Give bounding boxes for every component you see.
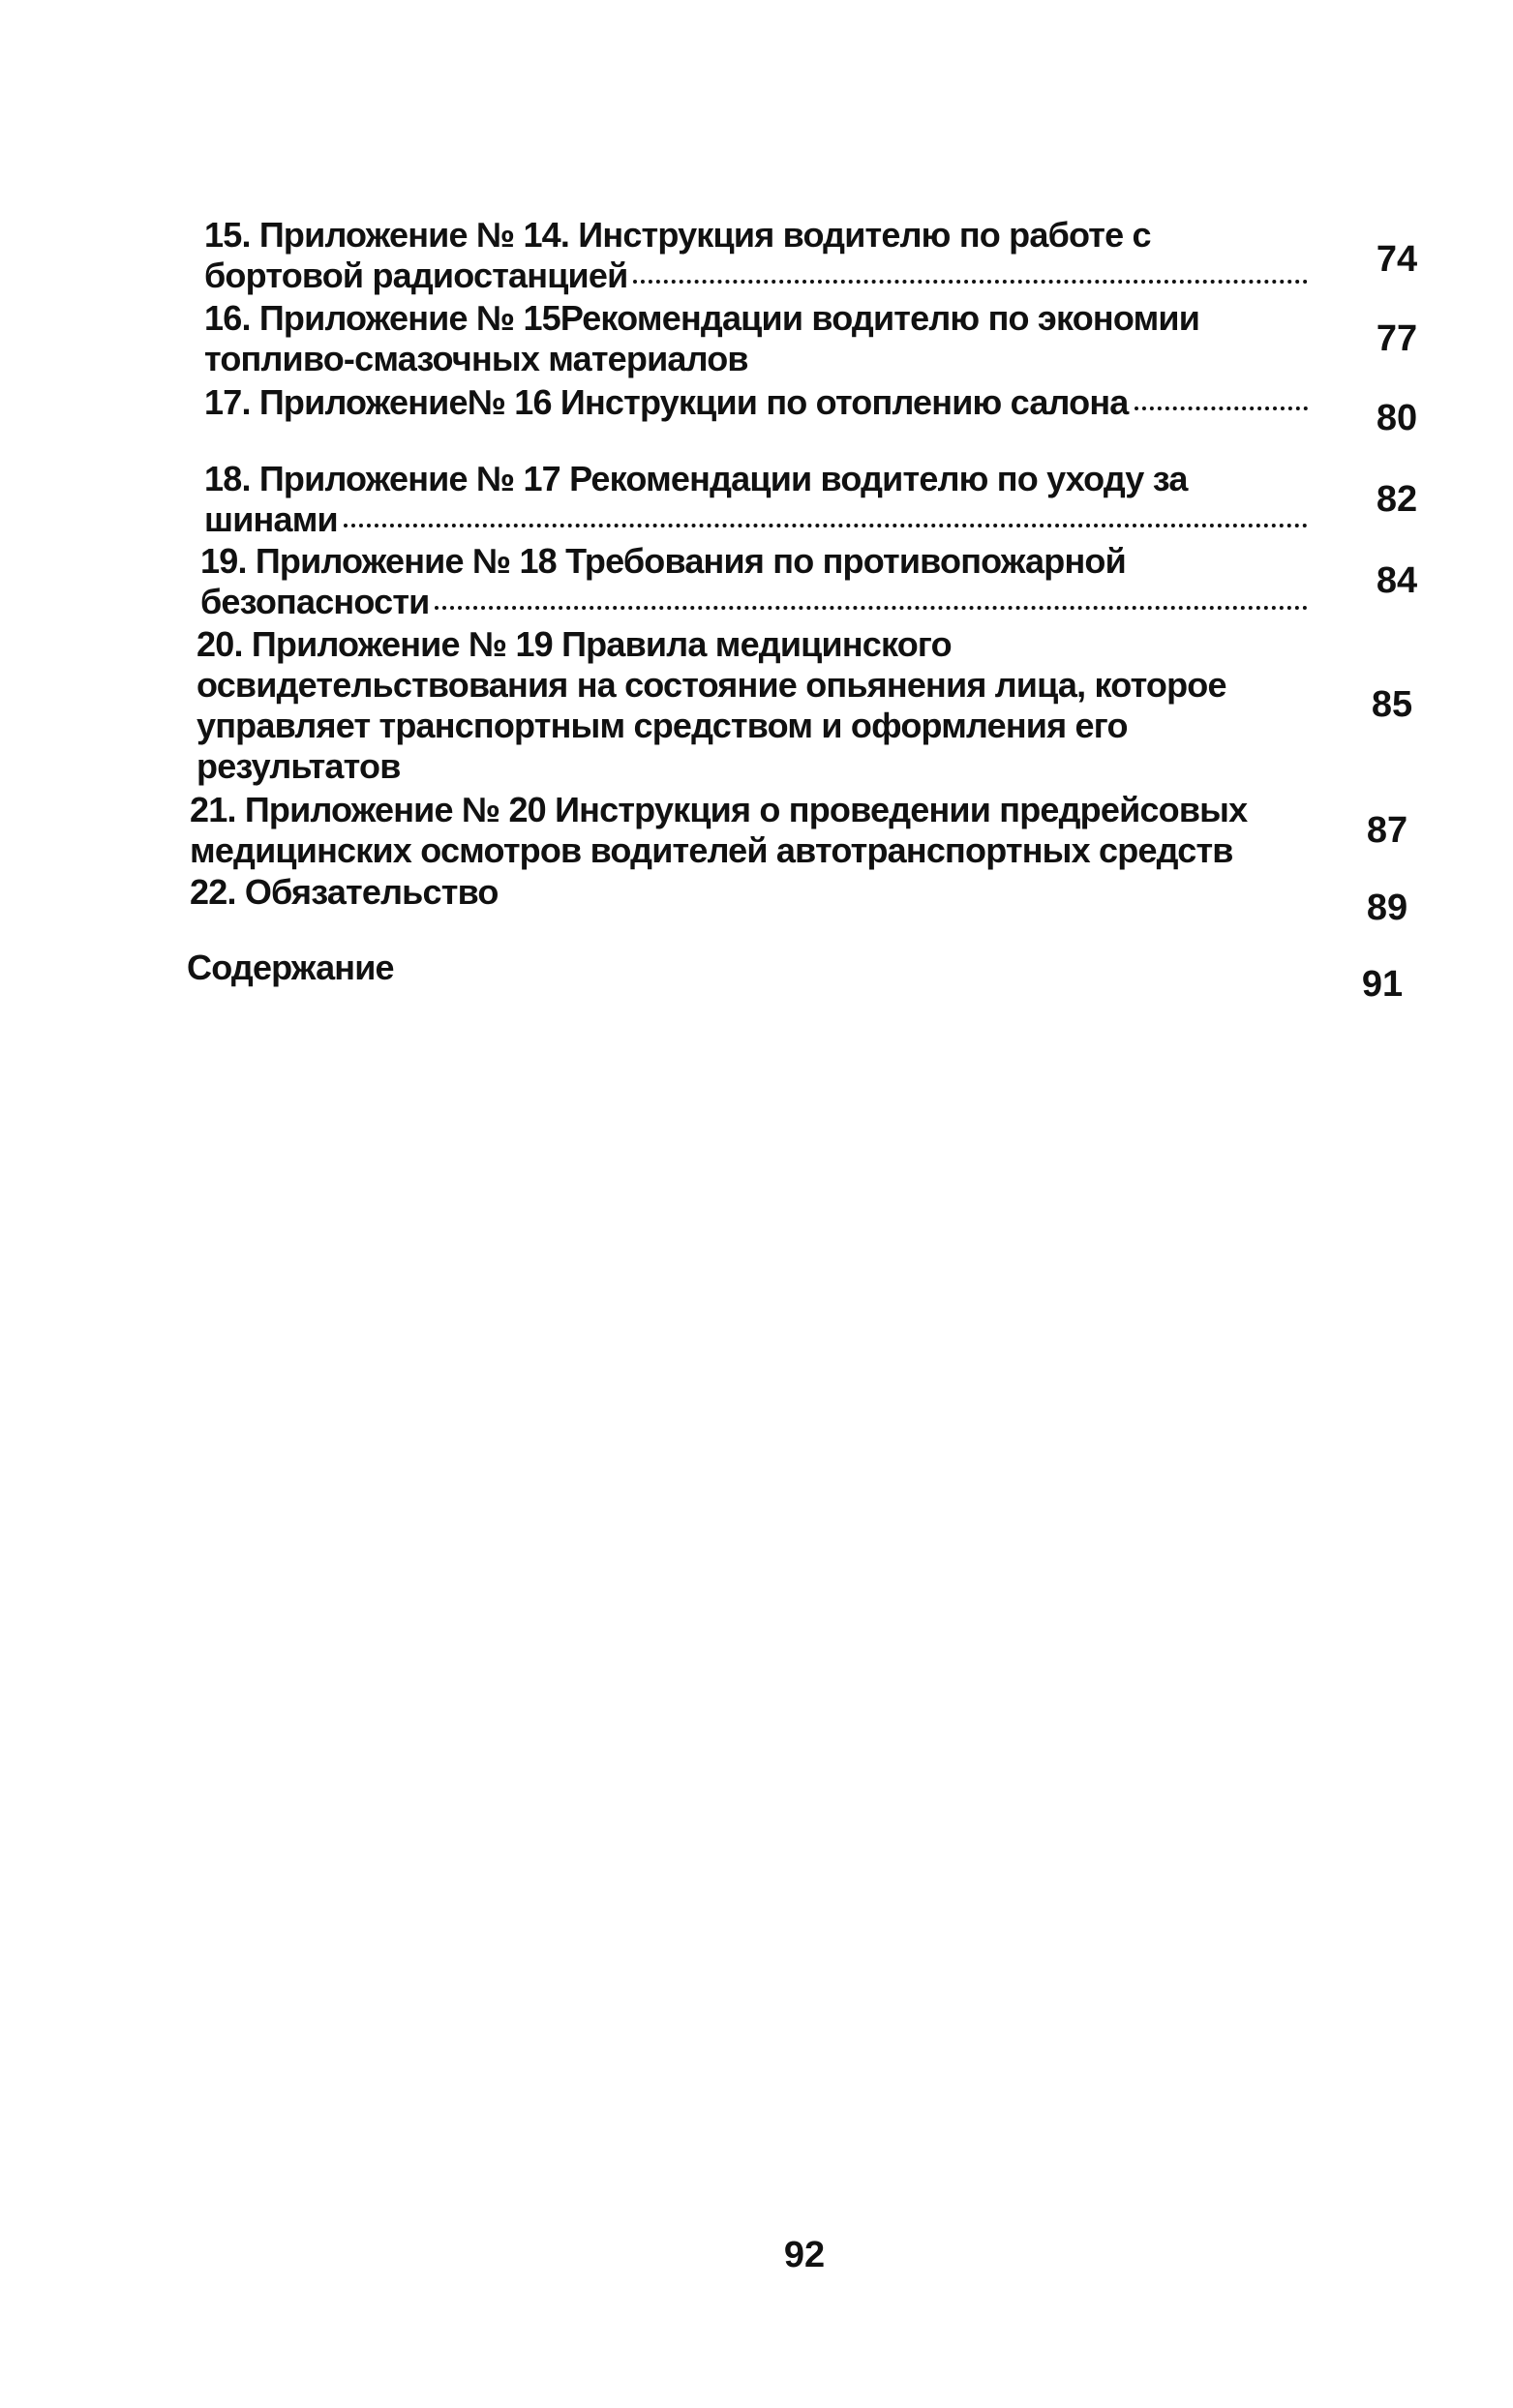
toc-entry-15-line-1: 15. Приложение № 14. Инструкция водителю по работе с xyxy=(204,215,1151,255)
toc-entry-15-page: 74 xyxy=(1376,239,1418,280)
dot-leader xyxy=(1135,406,1308,410)
dot-leader xyxy=(435,606,1308,610)
toc-entry-19-line-2 xyxy=(200,582,1308,622)
toc-entry-20-line-4: результатов xyxy=(197,746,401,786)
toc-entry-21-line-2: медицинских осмотров водителей автотранспортных средств xyxy=(190,830,1233,870)
toc-entry-contents: Содержание xyxy=(187,948,394,987)
page-number: 92 xyxy=(783,2235,826,2275)
dot-leader xyxy=(633,280,1308,284)
toc-entry-16-page: 77 xyxy=(1376,318,1418,359)
toc-entry-18-line-2-text: шинами xyxy=(204,499,338,539)
toc-entry-21-line-1: 21. Приложение № 20 Инструкция о проведении предрейсовых xyxy=(190,790,1248,829)
toc-entry-18-page: 82 xyxy=(1376,479,1418,520)
dot-leader xyxy=(344,524,1308,527)
toc-entry-16-line-1: 16. Приложение № 15Рекомендации водителю по экономии xyxy=(204,298,1200,338)
toc-entry-19-line-2-text: безопасности xyxy=(200,582,430,621)
toc-entry-22-line-1: 22. Обязательство xyxy=(190,872,499,912)
toc-entry-18-line-1: 18. Приложение № 17 Рекомендации водителю по уходу за xyxy=(204,459,1188,498)
toc-entry-20-line-2: освидетельствования на состояние опьянения лица, которое xyxy=(197,665,1226,705)
toc-entry-19-page: 84 xyxy=(1376,560,1418,601)
toc-entry-19-line-1: 19. Приложение № 18 Требования по противопожарной xyxy=(200,541,1126,581)
toc-entry-contents-page: 91 xyxy=(1361,964,1404,1005)
toc-entry-17-line-1 xyxy=(204,382,1308,423)
toc-entry-22-page: 89 xyxy=(1366,888,1408,928)
toc-entry-17-page: 80 xyxy=(1376,398,1418,438)
toc-entry-20-page: 85 xyxy=(1371,684,1413,725)
toc-entry-20-line-3: управляет транспортным средством и оформления его xyxy=(197,706,1128,745)
toc-entry-17-line-1-text: 17. Приложение№ 16 Инструкции по отоплению салона xyxy=(204,382,1129,422)
toc-entry-18-line-2 xyxy=(204,499,1308,540)
toc-entry-15-line-2 xyxy=(204,256,1308,296)
toc-entry-16-line-2: топливо-смазочных материалов xyxy=(204,339,748,378)
toc-entry-21-page: 87 xyxy=(1366,810,1408,851)
toc-entry-15-line-2-text: бортовой радиостанцией xyxy=(204,256,628,295)
toc-entry-20-line-1: 20. Приложение № 19 Правила медицинского xyxy=(197,624,952,664)
